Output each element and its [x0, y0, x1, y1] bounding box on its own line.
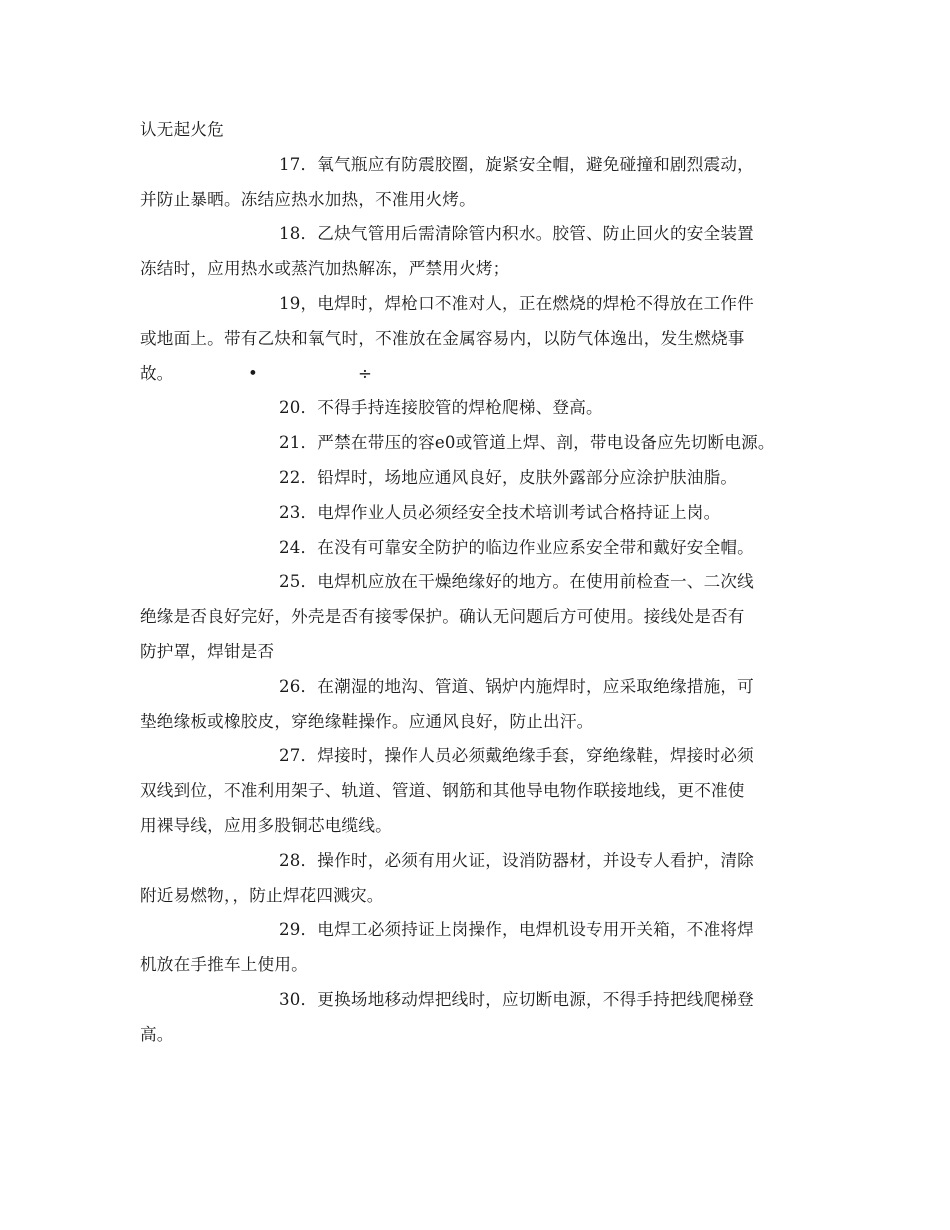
item-26-line-1: 26．在潮湿的地沟、管道、锅炉内施焊时，应采取绝缘措施，可: [279, 676, 754, 696]
item-30-line-2: 高。: [140, 1024, 174, 1044]
item-25-line-3: 防护罩，焊钳是否: [140, 641, 275, 661]
item-19-line-1: 19，电焊时，焊枪口不准对人，正在燃烧的焊枪不得放在工作件: [279, 293, 754, 313]
item-23: 23．电焊作业人员必须经安全技术培训考试合格持证上岗。: [279, 502, 721, 522]
item-27-line-3: 用裸导线，应用多股铜芯电缆线。: [140, 815, 392, 835]
item-20: 20．不得手持连接胶管的焊枪爬梯、登高。: [279, 398, 603, 418]
text-line-1: 认无起火危: [140, 120, 224, 139]
item-26-line-2: 垫绝缘板或橡胶皮，穿绝缘鞋操作。应通风良好，防止出汗。: [140, 711, 594, 731]
item-29-line-1: 29．电焊工必须持证上岗操作，电焊机设专用开关箱，不准将焊: [279, 920, 754, 940]
item-27-line-2: 双线到位，不准利用架子、轨道、管道、钢筋和其他导电物作联接地线，更不准使: [140, 781, 745, 801]
item-17-line-2: 并防止暴晒。冻结应热水加热，不准用火烤。: [140, 189, 476, 209]
item-28-line-1: 28．操作时，必须有用火证，设消防器材，并设专人看护，清除: [279, 850, 754, 870]
item-19-line-3: [140, 357, 815, 392]
document-page: [140, 113, 815, 1053]
item-27-line-1: 27．焊接时，操作人员必须戴绝缘手套，穿绝缘鞋，焊接时必须: [279, 746, 754, 766]
item-19-line-2: 或地面上。带有乙炔和氧气时，不准放在金属容易内，以防气体逸出，发生燃烧事: [140, 328, 745, 348]
item-29-line-2: 机放在手推车上使用。: [140, 955, 308, 975]
item-25-line-2: 绝缘是否良好完好，外壳是否有接零保护。确认无问题后方可使用。接线处是否有: [140, 607, 745, 627]
item-18-line-2: 冻结时，应用热水或蒸汽加热解冻，严禁用火烤；: [140, 259, 510, 279]
item-19-line-3-text: 故。: [140, 363, 174, 383]
item-25-line-1: 25．电焊机应放在干燥绝缘好的地方。在使用前检查一、二次线: [279, 572, 754, 592]
item-17-line-1: 17．氧气瓶应有防震胶圈，旋紧安全帽，避免碰撞和剧烈震动，: [279, 154, 754, 174]
item-18-line-1: 18．乙炔气管用后需清除管内积水。胶管、防止回火的安全装置: [279, 224, 754, 244]
item-30-line-1: 30．更换场地移动焊把线时，应切断电源，不得手持把线爬梯登: [279, 989, 754, 1009]
stray-divide-mark: ÷: [358, 363, 372, 383]
item-28-line-2: 附近易燃物，，防止焊花四溅灾。: [140, 885, 384, 905]
stray-dot-mark: •: [248, 363, 258, 383]
item-22: 22．铅焊时，场地应通风良好，皮肤外露部分应涂护肤油脂。: [279, 467, 738, 487]
item-24: 24．在没有可靠安全防护的临边作业应系安全带和戴好安全帽。: [279, 537, 754, 557]
item-21: 21．严禁在带压的容e0或管道上焊、剖，带电设备应先切断电源。: [279, 433, 775, 453]
